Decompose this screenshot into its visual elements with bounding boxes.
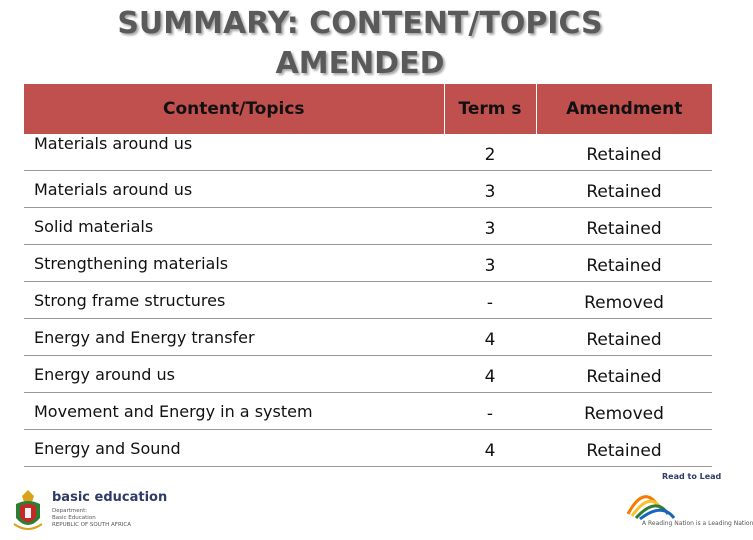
logo-line-2: Basic Education xyxy=(52,515,96,521)
amendment-cell: Retained xyxy=(536,319,712,356)
slide-title xyxy=(0,4,720,84)
table-row xyxy=(24,393,712,430)
table-header-row xyxy=(24,84,712,134)
term-cell: 4 xyxy=(444,430,536,467)
table-row xyxy=(24,245,712,282)
topic-cell: Energy and Sound xyxy=(24,430,444,467)
table-row xyxy=(24,319,712,356)
logo-name: Read to Lead xyxy=(662,472,722,481)
topic-cell: Solid materials xyxy=(24,208,444,245)
header-term: Term s xyxy=(444,84,536,134)
basic-education-logo xyxy=(10,488,180,536)
logo-name: basic education xyxy=(52,490,168,505)
amendment-cell: Retained xyxy=(536,208,712,245)
open-book-icon xyxy=(622,480,694,520)
amendment-cell: Retained xyxy=(536,356,712,393)
amendment-cell: Retained xyxy=(536,245,712,282)
table-row xyxy=(24,134,712,171)
table-row xyxy=(24,356,712,393)
topic-cell: Materials around us xyxy=(24,171,444,208)
coat-of-arms-icon xyxy=(10,488,46,534)
table-row xyxy=(24,430,712,467)
term-cell: 3 xyxy=(444,245,536,282)
header-amendment: Amendment xyxy=(536,84,712,134)
amendment-cell: Removed xyxy=(536,393,712,430)
term-cell: 4 xyxy=(444,319,536,356)
table-row xyxy=(24,171,712,208)
logo-line-1: Department: xyxy=(52,508,88,514)
amendment-cell: Retained xyxy=(536,430,712,467)
read-to-lead-logo xyxy=(618,466,753,532)
header-topic: Content/Topics xyxy=(24,84,444,134)
amendment-cell: Retained xyxy=(586,144,662,165)
topic-cell: Materials around us xyxy=(34,134,193,153)
term-cell: 4 xyxy=(444,356,536,393)
table-row xyxy=(24,208,712,245)
term-cell: - xyxy=(444,282,536,319)
amendment-cell: Removed xyxy=(536,282,712,319)
topic-cell: Energy around us xyxy=(24,356,444,393)
term-cell: - xyxy=(444,393,536,430)
topic-cell: Strong frame structures xyxy=(24,282,444,319)
title-line-1: SUMMARY: CONTENT/TOPICS xyxy=(117,6,603,41)
term-cell: 3 xyxy=(444,171,536,208)
topic-cell: Movement and Energy in a system xyxy=(24,393,444,430)
logo-line-3: REPUBLIC OF SOUTH AFRICA xyxy=(52,522,131,528)
topics-table xyxy=(24,84,712,467)
logo-tagline: A Reading Nation is a Leading Nation xyxy=(642,520,753,527)
table-row xyxy=(24,282,712,319)
title-line-2: AMENDED xyxy=(275,46,445,81)
topic-cell: Strengthening materials xyxy=(24,245,444,282)
term-cell: 2 xyxy=(484,144,496,165)
term-cell: 3 xyxy=(444,208,536,245)
topic-cell: Energy and Energy transfer xyxy=(24,319,444,356)
amendment-cell: Retained xyxy=(536,171,712,208)
